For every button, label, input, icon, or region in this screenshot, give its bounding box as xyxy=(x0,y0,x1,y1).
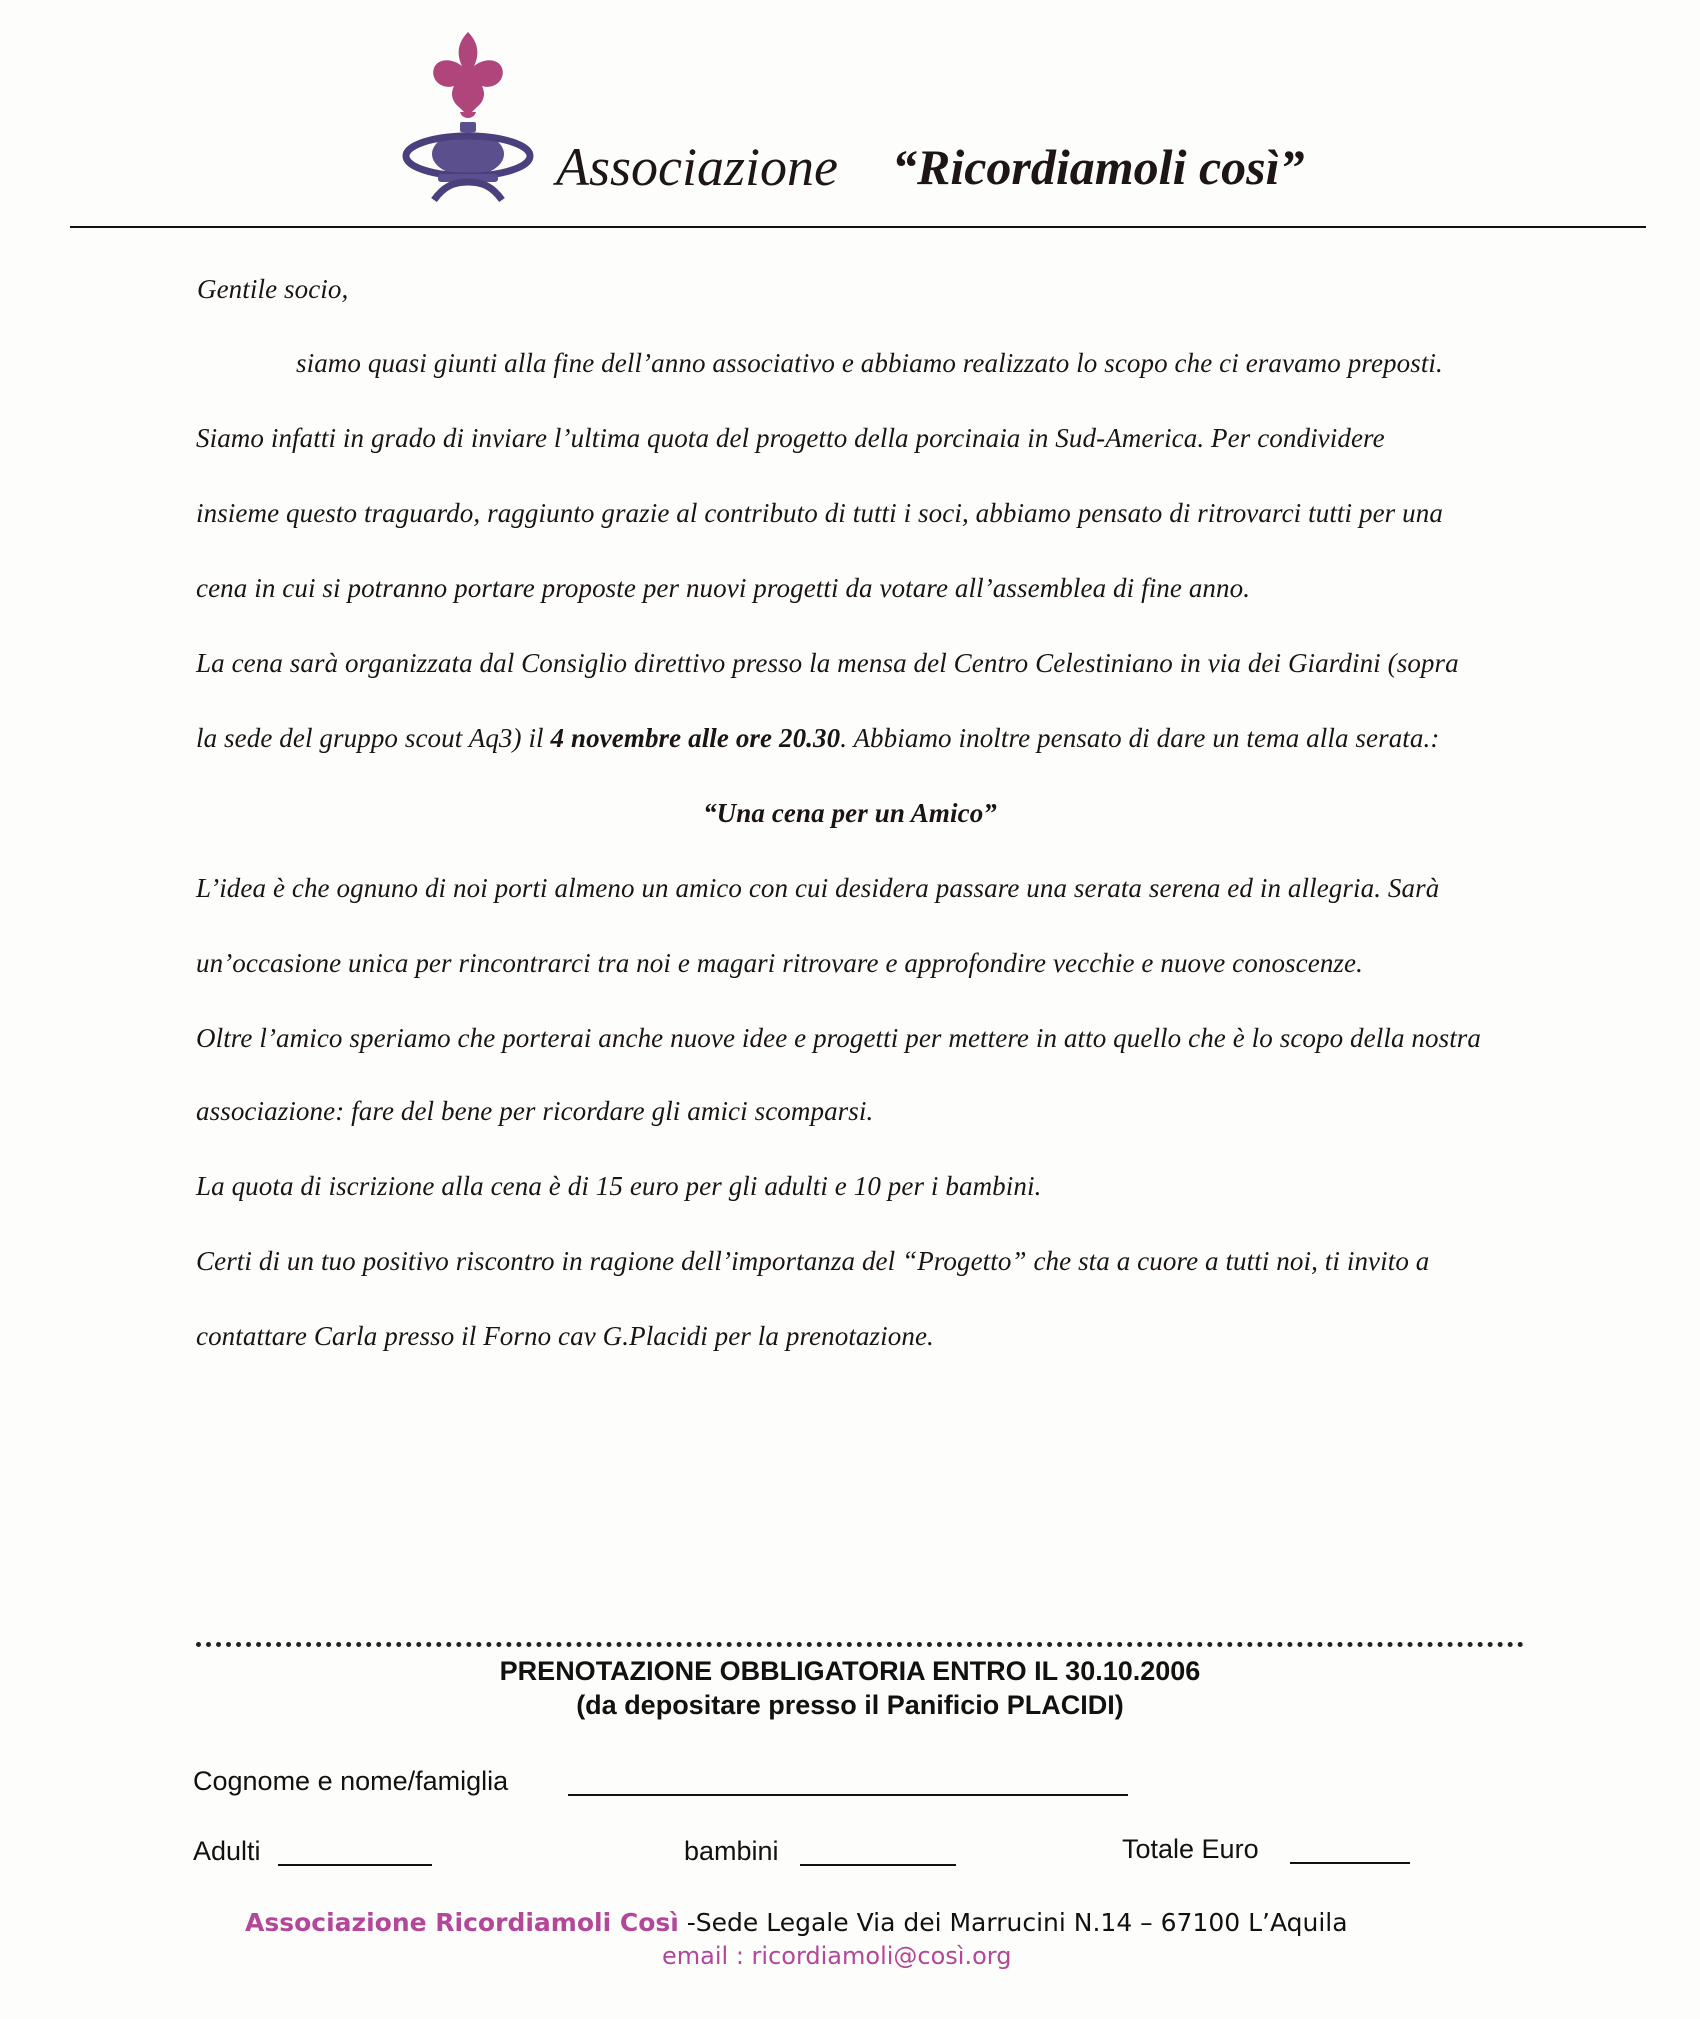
form-subtitle: (da depositare presso il Panificio PLACIDI) xyxy=(576,1690,1124,1720)
body-line: Certi di un tuo positivo riscontro in ragione dell’importanza del “Progetto” che sta a cuore a tutti noi, ti invito a xyxy=(196,1246,1430,1276)
body-line: associazione: fare del bene per ricordare gli amici scomparsi. xyxy=(196,1096,874,1126)
body-line: cena in cui si potranno portare proposte per nuovi progetti da votare all’assemblea di fine anno. xyxy=(196,573,1251,603)
name-field[interactable] xyxy=(568,1794,1128,1796)
footer-email[interactable]: email : ricordiamoli@così.org xyxy=(662,1942,1012,1970)
body-line: contattare Carla presso il Forno cav G.Placidi per la prenotazione. xyxy=(196,1321,934,1351)
lamp-icon xyxy=(406,122,530,200)
footer-address-line xyxy=(245,1908,1348,1938)
children-label: bambini xyxy=(684,1836,779,1866)
header-association-label: Associazione xyxy=(556,137,838,197)
header-rule xyxy=(70,226,1646,228)
body-line: Oltre l’amico speriamo che porterai anche nuove idee e progetti per mettere in atto quello che è lo scopo della nostra xyxy=(196,1023,1482,1053)
body-line: siamo quasi giunti alla fine dell’anno associativo e abbiamo realizzato lo scopo che ci eravamo preposti. xyxy=(296,348,1443,378)
fleur-de-lis-lamp-logo xyxy=(398,28,538,204)
greeting: Gentile socio, xyxy=(197,274,349,304)
body-line: L’idea è che ognuno di noi porti almeno un amico con cui desidera passare una serata serena ed in allegria. Sarà xyxy=(196,873,1440,903)
footer-org-name: Associazione Ricordiamoli Così xyxy=(245,1908,679,1937)
header-association-name: “Ricordiamoli così” xyxy=(892,139,1305,195)
cut-line xyxy=(196,1642,1524,1647)
fleur-de-lis-icon xyxy=(433,32,503,118)
footer-address: -Sede Legale Via dei Marrucini N.14 – 67100 L’Aquila xyxy=(678,1908,1348,1937)
adults-field[interactable] xyxy=(278,1864,432,1866)
total-field[interactable] xyxy=(1290,1862,1410,1864)
total-label: Totale Euro xyxy=(1122,1834,1259,1864)
body-line: insieme questo traguardo, raggiunto grazie al contributo di tutti i soci, abbiamo pensato di ritrovarci tutti per una xyxy=(196,498,1443,528)
form-title: PRENOTAZIONE OBBLIGATORIA ENTRO IL 30.10.2006 xyxy=(499,1656,1201,1686)
body-text: la sede del gruppo scout Aq3) il xyxy=(196,723,551,753)
adults-label: Adulti xyxy=(193,1836,261,1866)
body-line: Siamo infatti in grado di inviare l’ultima quota del progetto della porcinaia in Sud-America. Per condividere xyxy=(196,423,1385,453)
body-line: La quota di iscrizione alla cena è di 15 euro per gli adulti e 10 per i bambini. xyxy=(196,1171,1042,1201)
body-line: un’occasione unica per rincontrarci tra noi e magari ritrovare e approfondire vecchie e nuove conoscenze. xyxy=(196,948,1363,978)
body-text: . Abbiamo inoltre pensato di dare un tema alla serata.: xyxy=(840,723,1440,753)
event-theme: “Una cena per un Amico” xyxy=(703,798,997,828)
event-date-time: 4 novembre alle ore 20.30 xyxy=(550,723,841,753)
body-line: La cena sarà organizzata dal Consiglio direttivo presso la mensa del Centro Celestiniano in via dei Giardini (sopra xyxy=(196,648,1459,678)
name-label: Cognome e nome/famiglia xyxy=(193,1766,509,1796)
body-line-date xyxy=(196,725,1439,752)
children-field[interactable] xyxy=(800,1864,956,1866)
